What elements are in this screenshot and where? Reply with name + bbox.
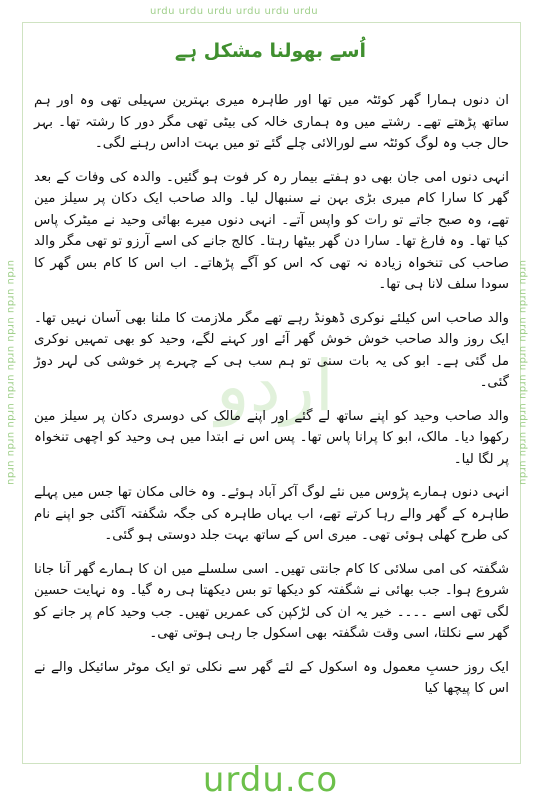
paragraph: ان دنوں ہمارا گھر کوئٹہ میں تھا اور طاہرہ میری بہترین سہیلی تھی وہ اور ہم ساتھ پڑھتے تھے۔ رشتے میں وہ ہماری خالہ کی بیٹی تھی مگر دور کا رشتہ تھا۔ بہر حال جب وہ لوگ کوئٹہ سے لورالائی چلے گئے تو میں بہت اداس رہنے لگی۔: [34, 93, 509, 151]
paragraph: والد صاحب اس کیلئے نوکری ڈھونڈ رہے تھے مگر ملازمت کا ملنا بھی آسان نہیں تھا۔ ایک روز والد صاحب خوش خوش گھر آئے اور کہنے لگے، وحید کو بھی تمہیں نوکری مل گئی ہے۔ ابو کی یہ بات سنی تو ہم سب ہی کے چہرے پر خوشی کی لہر دوڑ گئی۔: [34, 310, 509, 390]
border-pattern-top: urdu urdu urdu urdu urdu urdu: [150, 6, 319, 17]
border-pattern-right: urdu urdu urdu urdu urdu urdu urdu urdu: [517, 260, 528, 486]
border-pattern-left: urdu urdu urdu urdu urdu urdu urdu urdu: [5, 260, 16, 486]
article-body: [34, 90, 509, 712]
footer-logo: urdu.co: [202, 760, 339, 800]
paragraph: ایک روز حسبِ معمول وہ اسکول کے لئے گھر سے نکلی تو ایک موٹر سائیکل والے نے اس کا پیچھا کیا: [34, 659, 509, 696]
paragraph: انہی دنوں امی جان بھی دو ہفتے بیمار رہ کر فوت ہو گئیں۔ والدہ کی وفات کے بعد گھر کا سارا کام میری بڑی بہن نے سنبھال لیا۔ والد صاحب ایک دکان پر سیلز مین تھے، وہ صبح جاتے تو رات کو واپس آتے۔ انہی دنوں میرے بھائی وحید نے میٹرک پاس کیا تھا۔ وہ فارغ تھا۔ سارا دن گھر بیٹھا رہتا۔ کالج جانے کی اسے آرزو تو تھی مگر والد صاحب کی تنخواہ زیادہ نہ تھی کہ اس کو آگے پڑھاتے۔ اب اس کا کام بس گھر کا سودا سلف لانا ہی تھا۔: [34, 169, 509, 292]
paragraph: والد صاحب وحید کو اپنے ساتھ لے گئے اور اپنے مالک کی دوسری دکان پر سیلز مین رکھوا دیا۔ مالک، ابو کا پرانا پاس تھا۔ پس اس نے ابتدا میں ہی وحید کو اچھی تنخواہ پر لگا لیا۔: [34, 408, 509, 467]
svg-text:اردو: اردو: [215, 345, 335, 427]
paragraph: شگفتہ کی امی سلائی کا کام جانتی تھیں۔ اسی سلسلے میں ان کا ہمارے گھر آنا جانا شروع ہوا۔ جب بھائی نے شگفتہ کو دیکھا تو بس دیکھتا ہی رہ گیا۔ وہ نہایت حسین لگی تھی اسے ۔۔۔۔ خیر یہ ان کی لڑکپن کی عمریں تھیں۔ جب وحید کام پر جانے کو گھر سے نکلتا، اسی وقت شگفتہ بھی اسکول جا رہی ہوتی تھی۔: [34, 561, 509, 641]
paragraph: انہی دنوں ہمارے پڑوس میں نئے لوگ آکر آباد ہوئے۔ وہ خالی مکان تھا جس میں پہلے طاہرہ کے گھر والے رہا کرتے تھے، اب یہاں طاہرہ کی جگہ شگفتہ آگئی جو اپنے نام کی طرح کھلی ہوئی تھی۔ میری اس کے ساتھ بہت جلد دوستی ہو گئی۔: [34, 485, 509, 543]
article-title: اُسے بھولنا مشکل ہے: [174, 40, 367, 62]
